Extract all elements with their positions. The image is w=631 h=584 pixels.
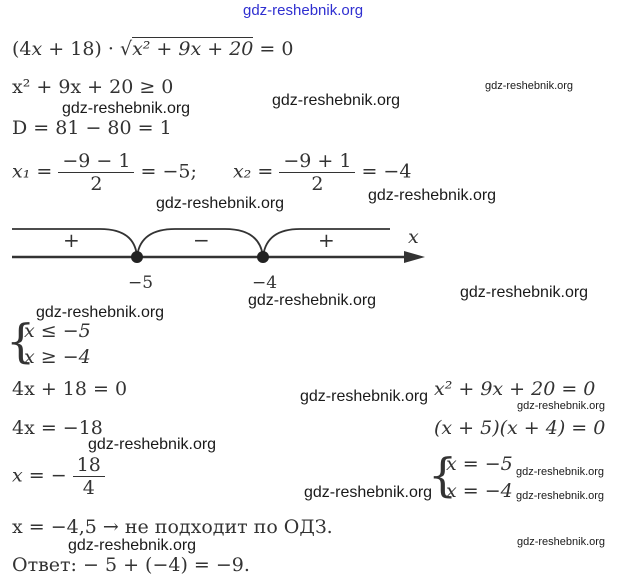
watermark-16: gdz-reshebnik.org bbox=[517, 536, 606, 548]
watermark-top: gdz-reshebnik.org bbox=[243, 2, 364, 19]
left-eq-1: 4x + 18 = 0 bbox=[12, 378, 128, 400]
left-eq-3-label: x = − bbox=[12, 464, 67, 487]
conclusion: x = −4,5 → не подходит по ОДЗ. bbox=[12, 516, 333, 538]
x2-value: = −4 bbox=[361, 160, 412, 183]
axis-label: x bbox=[408, 226, 419, 248]
watermark-9: gdz-reshebnik.org bbox=[300, 388, 429, 405]
watermark-12: gdz-reshebnik.org bbox=[517, 400, 606, 412]
sqrt-sign: √ bbox=[119, 38, 133, 60]
x2-label: x₂ = bbox=[232, 160, 274, 183]
domain-condition: x² + 9x + 20 ≥ 0 bbox=[12, 76, 174, 98]
right-eq-2: (x + 5)(x + 4) = 0 bbox=[434, 417, 606, 439]
left-eq-2: 4x = −18 bbox=[12, 417, 103, 439]
x2-fraction bbox=[279, 150, 355, 195]
x2-denominator: 2 bbox=[279, 172, 355, 195]
system-brace-1: { bbox=[6, 314, 36, 368]
system2-a: x = −5 bbox=[446, 453, 513, 475]
watermark-3: gdz-reshebnik.org bbox=[485, 80, 574, 92]
watermark-1: gdz-reshebnik.org bbox=[62, 100, 191, 117]
watermark-15: gdz-reshebnik.org bbox=[68, 537, 197, 554]
equation-main bbox=[12, 38, 293, 60]
watermark-14: gdz-reshebnik.org bbox=[516, 490, 605, 502]
watermark-4: gdz-reshebnik.org bbox=[368, 187, 497, 204]
x2-numerator: −9 + 1 bbox=[283, 150, 352, 172]
watermark-13: gdz-reshebnik.org bbox=[516, 466, 605, 478]
left-eq-3 bbox=[12, 454, 105, 499]
equation-main-left: (4 bbox=[12, 38, 32, 60]
watermark-11: gdz-reshebnik.org bbox=[304, 484, 433, 501]
left-eq-3-numerator: 18 bbox=[76, 454, 101, 476]
right-eq-1: x² + 9x + 20 = 0 bbox=[434, 378, 596, 400]
system-brace-2: { bbox=[428, 448, 458, 502]
equation-main-right: = 0 bbox=[253, 38, 294, 60]
equation-main-radicand: x² + 9x + 20 bbox=[132, 38, 254, 60]
watermark-2: gdz-reshebnik.org bbox=[272, 92, 401, 109]
equation-main-var: x bbox=[31, 38, 43, 60]
left-eq-3-denominator: 4 bbox=[73, 476, 105, 499]
watermark-10: gdz-reshebnik.org bbox=[88, 436, 217, 453]
number-line-arrow bbox=[404, 251, 425, 263]
equation-main-mid: + 18) · bbox=[42, 38, 120, 60]
system2-b: x = −4 bbox=[446, 480, 513, 502]
system1-a: x ≤ −5 bbox=[24, 320, 91, 342]
x1-numerator: −9 − 1 bbox=[62, 150, 131, 172]
answer: Ответ: − 5 + (−4) = −9. bbox=[12, 554, 250, 576]
sign-right: + bbox=[318, 228, 335, 252]
point-minus5 bbox=[131, 251, 143, 263]
point-minus4 bbox=[257, 251, 269, 263]
sign-left: + bbox=[63, 228, 80, 252]
x1-value: = −5; bbox=[140, 160, 197, 183]
sign-middle: − bbox=[193, 228, 210, 252]
x1-label: x₁ = bbox=[12, 160, 53, 183]
watermark-7: gdz-reshebnik.org bbox=[460, 284, 589, 301]
watermark-6: gdz-reshebnik.org bbox=[248, 292, 377, 309]
watermark-5: gdz-reshebnik.org bbox=[156, 195, 285, 212]
x1-denominator: 2 bbox=[58, 172, 134, 195]
roots-line bbox=[12, 150, 411, 195]
point-label-minus5: −5 bbox=[128, 273, 154, 293]
discriminant: D = 81 − 80 = 1 bbox=[12, 117, 172, 139]
point-label-minus4: −4 bbox=[252, 273, 278, 293]
watermark-8: gdz-reshebnik.org bbox=[36, 304, 165, 321]
system1-b: x ≥ −4 bbox=[24, 346, 91, 368]
left-eq-3-fraction bbox=[73, 454, 105, 499]
x1-fraction bbox=[58, 150, 134, 195]
